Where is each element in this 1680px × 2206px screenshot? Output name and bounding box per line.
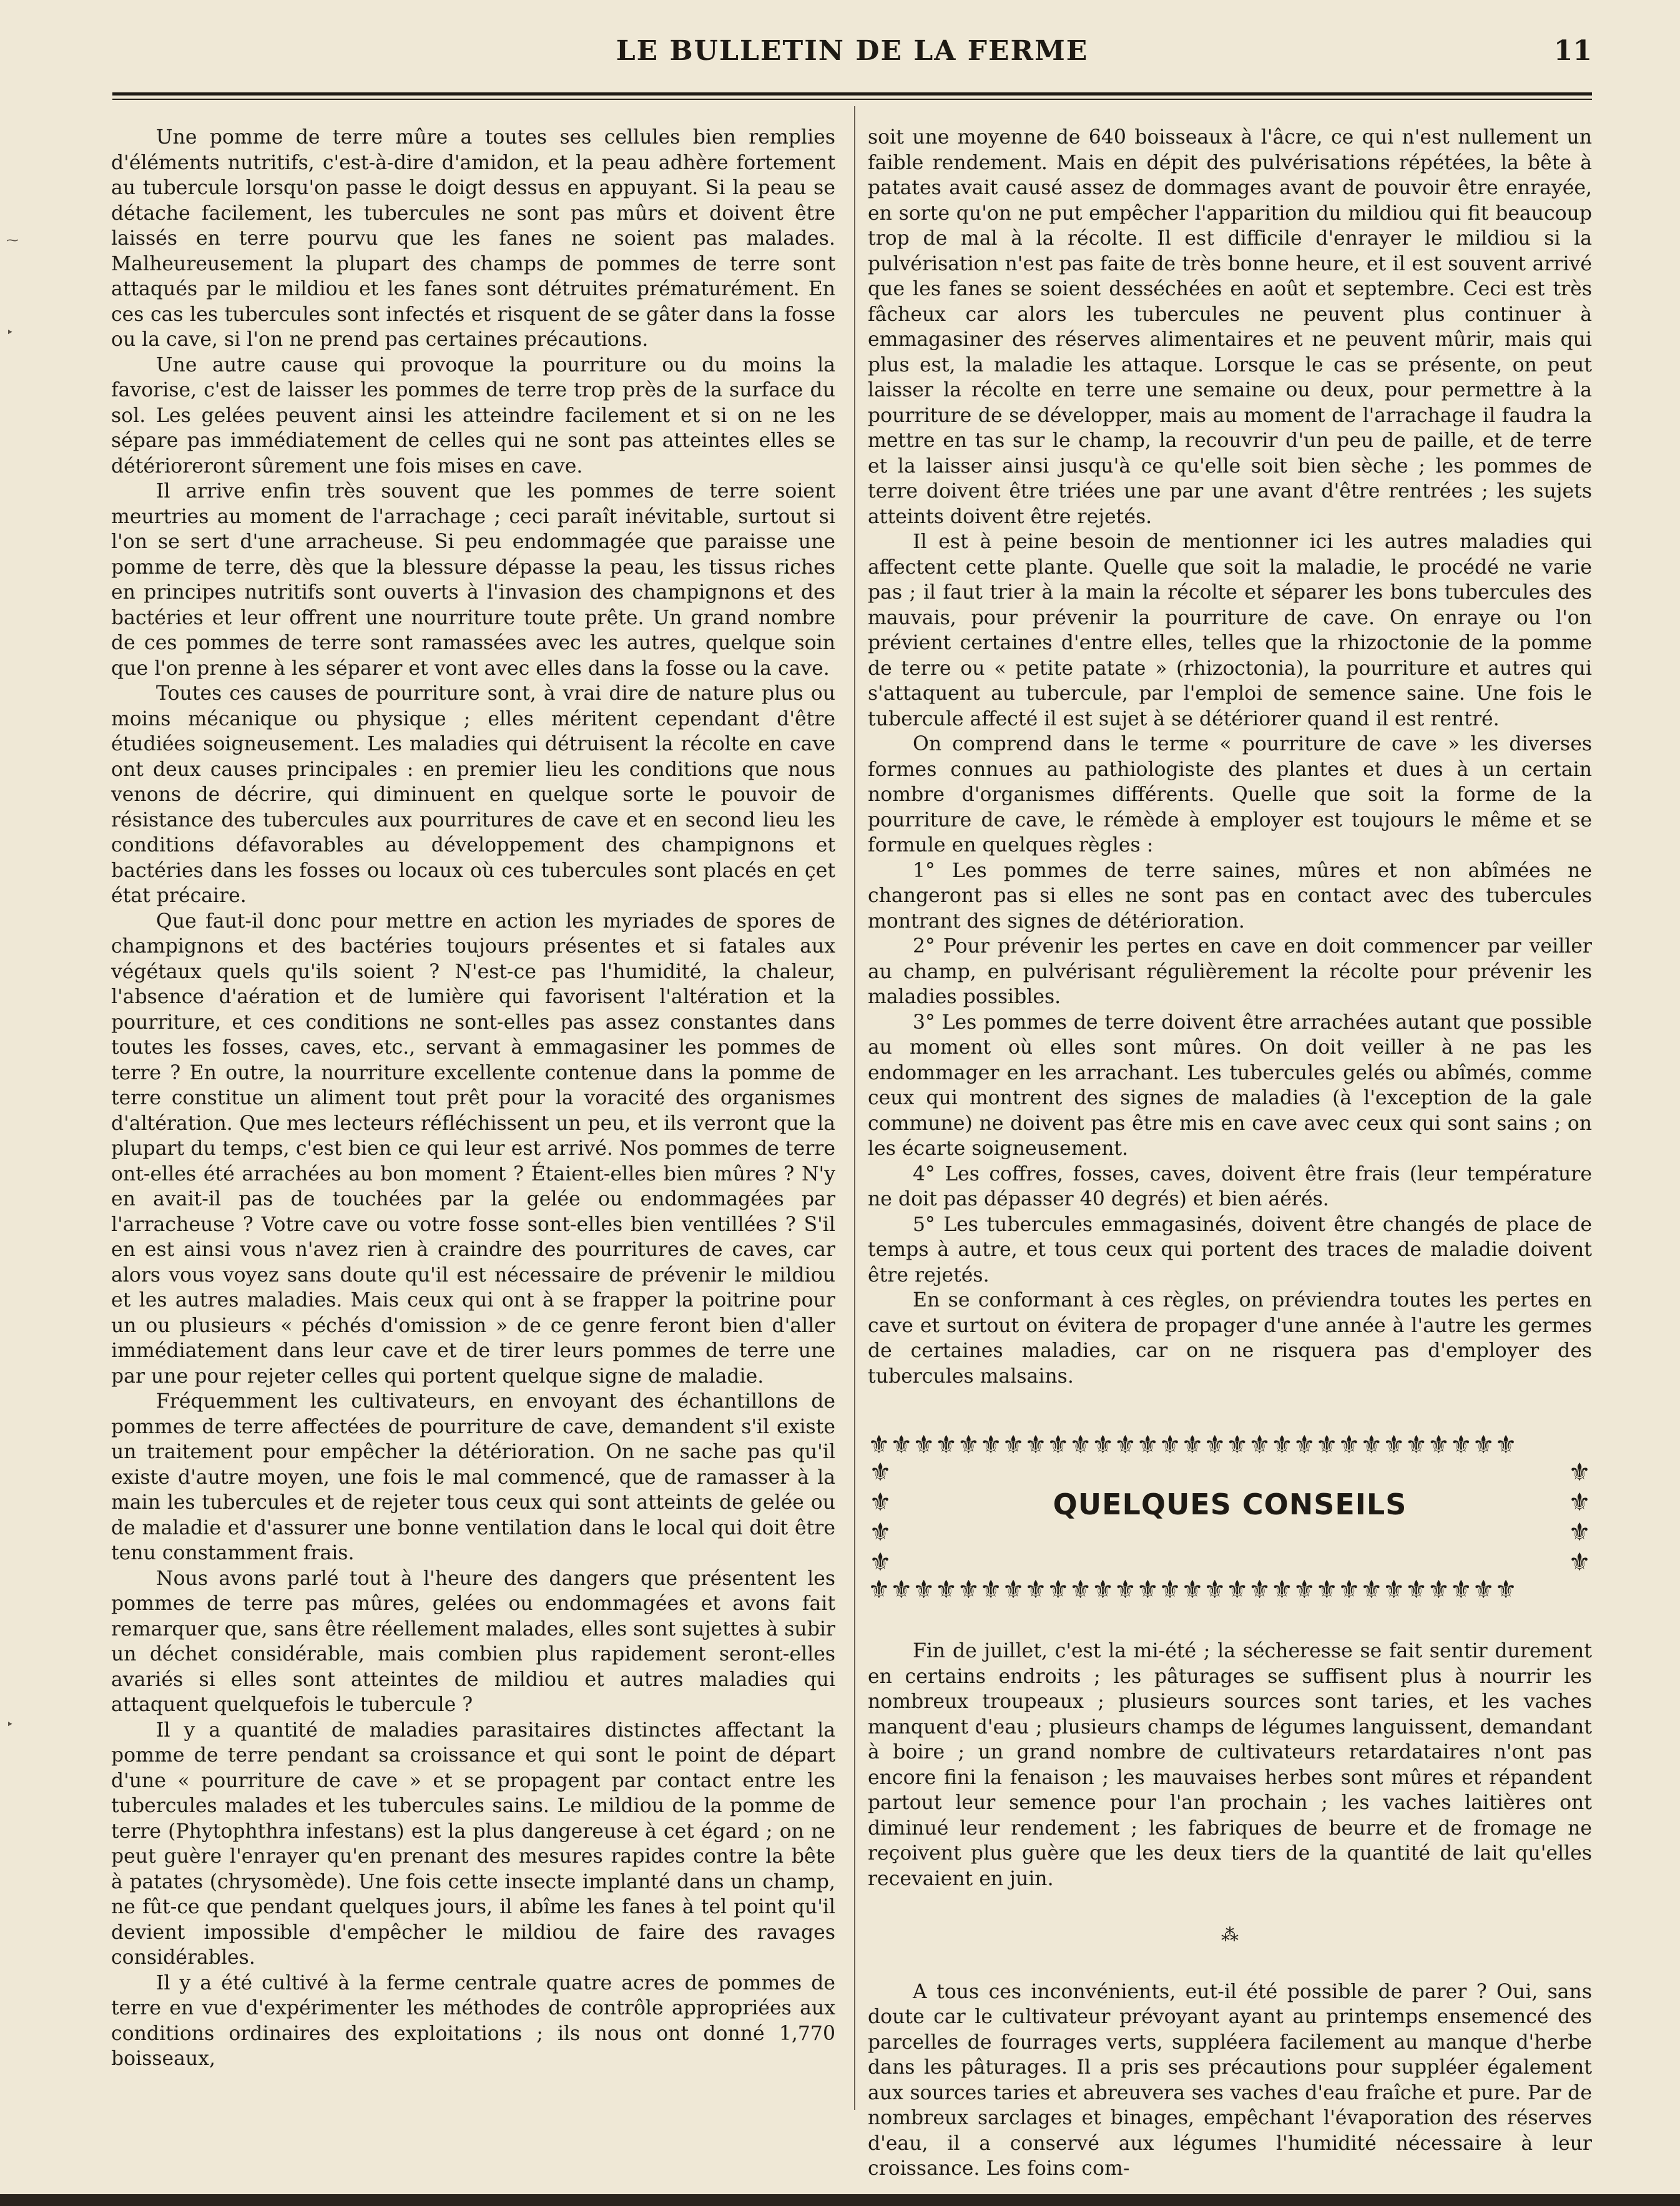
section-title: QUELQUES CONSEILS [1053, 1488, 1407, 1521]
fleur-de-lis-border-bottom: ⚜⚜⚜⚜⚜⚜⚜⚜⚜⚜⚜⚜⚜⚜⚜⚜⚜⚜⚜⚜⚜⚜⚜⚜⚜⚜⚜⚜⚜ [868, 1577, 1517, 1602]
paragraph: Il y a été cultivé à la ferme centrale quatre acres de pommes de terre en vue d'expérimenter les méthodes de contrôle appropriées aux conditions ordinaires des exploitations ; ils nous ont donné 1,770 boisseaux, [111, 1971, 835, 2070]
page-number: 11 [1553, 35, 1592, 67]
paragraph: Toutes ces causes de pourriture sont, à vrai dire de nature plus ou moins mécanique ou physique ; elles méritent cependant d'être étudiées soigneusement. Les maladies qui détruisent la récolte en cave ont deux causes principales : en premier lieu les conditions que nous venons de décrire, qui diminuent en quelque sorte le pouvoir de résistance des tubercules aux pourritures de cave et en second lieu les conditions défavorables au développement des champignons et bactéries dans les fosses ou locaux où ces tubercules sont placés en çet état précaire. [111, 682, 835, 907]
paragraph: On comprend dans le terme « pourriture de cave » les diverses formes connues au pathiologiste des plantes et dues à un certain nombre d'organismes différents. Quelle que soit la forme de la pourriture de cave, le rémède à employer est toujours le même et se formule en quelques règles : [868, 733, 1592, 856]
rule-4: 4° Les coffres, fosses, caves, doivent être frais (leur température ne doit pas dépasser 40 degrés) et bien aérés. [868, 1162, 1592, 1210]
page-bottom-edge [0, 2194, 1680, 2206]
section-separator: ⁂ [1221, 1924, 1239, 1945]
paragraph: Une pomme de terre mûre a toutes ses cellules bien remplies d'éléments nutritifs, c'est-à-dire d'amidon, et la peau adhère fortement au tubercule lorsqu'on passe le doigt dessus en appuyant. Si la peau se détache facilement, les tubercules ne sont pas mûrs et doivent être laissés en terre pourvu que les fanes ne soient pas malades. Malheureusement la plupart des champs de pommes de terre sont attaqués par le mildiou et les fanes sont détruites prématurément. En ces cas les tubercules sont infectés et risquent de se gâter dans la fosse ou la cave, si l'on ne prend pas certaines précautions. [111, 126, 835, 351]
paragraph: En se conformant à ces règles, on préviendra toutes les pertes en cave et surtout on évitera de propager d'une année à l'autre les germes de certaines maladies, car on ne risquera pas d'employer des tubercules malsains. [868, 1289, 1592, 1388]
section-title-box [868, 1433, 1592, 1602]
publication-title: LE BULLETIN DE LA FERME [616, 35, 1089, 67]
margin-mark: ‣ [6, 1717, 14, 1732]
paragraph: Fréquemment les cultivateurs, en envoyant des échantillons de pommes de terre affectées de pourriture de cave, demandent s'il existe un traitement pour empêcher la détérioration. On ne sache pas qu'il existe d'autre moyen, une fois le mal commencé, que de ramasser à la main les tubercules et de rejeter tous ceux qui sont atteints de gelée ou de maladie et d'assurer une bonne ventilation dans le local qui doit être tenu constamment frais. [111, 1390, 835, 1564]
paragraph: Que faut-il donc pour mettre en action les myriades de spores de champignons et des bactéries toujours présentes et si fatales aux végétaux quels qu'ils soient ? N'est-ce pas l'humidité, la chaleur, l'absence d'aération et de lumière qui favorisent l'altération et la pourriture, et ces conditions ne sont-elles pas assez constantes dans toutes les fosses, caves, etc., servant à emmagasiner les pommes de terre ? En outre, la nourriture excellente contenue dans la pomme de terre constitue un aliment tout prêt pour la voracité des organismes d'altération. Que mes lecteurs réfléchissent un peu, et ils verront que la plupart du temps, c'est bien ce qui leur est arrivé. Nos pommes de terre ont-elles été arrachées au bon moment ? Étaient-elles bien mûres ? N'y en avait-il pas de touchées par la gelée ou endommagées par l'arracheuse ? Votre cave ou votre fosse sont-elles bien ventillées ? S'il en est ainsi vous n'avez rien à craindre des pourritures de caves, car alors vous voyez sans doute qu'il est nécessaire de prévenir le mildiou et les autres maladies. Mais ceux qui ont à se frapper la poitrine pour un ou plusieurs « péchés d'omission » de ce genre feront bien d'aller immédiatement dans leur cave et de tirer leurs pommes de terre une par une pour rejeter celles qui portent quelque signe de maladie. [111, 909, 835, 1388]
rule-1: 1° Les pommes de terre saines, mûres et non abîmées ne changeront pas si elles ne sont pas en contact avec des tubercules montrant des signes de détérioration. [868, 859, 1592, 933]
paragraph: Fin de juillet, c'est la mi-été ; la sécheresse se fait sentir durement en certains endroits ; les pâturages se suffisent plus à nourrir les nombreux troupeaux ; plusieurs sources sont taries, et les vaches manquent d'eau ; plusieurs champs de légumes languissent, demandant à boire ; un grand nombre de cultivateurs retardataires n'ont pas encore fini la fenaison ; les mauvaises herbes sont mûres et répandent partout leur semence pour l'an prochain ; les vaches laitières ont diminué leur rendement ; les fabriques de beurre et de fromage ne reçoivent plus guère que les deux tiers de la quantité de lait qu'elles recevaient en juin. [868, 1640, 1592, 1890]
left-column [111, 125, 835, 2072]
column-divider [854, 106, 855, 2110]
right-column [868, 125, 1592, 2182]
margin-mark: ⁓ [6, 232, 19, 247]
section-body [868, 1639, 1592, 2182]
margin-mark: ‣ [6, 325, 14, 340]
paragraph: Nous avons parlé tout à l'heure des dangers que présentent les pommes de terre pas mûres, gelées ou endommagées et avons fait remarquer que, sans être réellement malades, elles sont sujettes à subir un déchet considérable, mais combien plus rapidement seront-elles avariés si elles sont atteintes de mildiou et autres maladies qui attaquent quelquefois le tubercule ? [111, 1567, 835, 1716]
fleur-de-lis-border-top: ⚜⚜⚜⚜⚜⚜⚜⚜⚜⚜⚜⚜⚜⚜⚜⚜⚜⚜⚜⚜⚜⚜⚜⚜⚜⚜⚜⚜⚜ [868, 1433, 1517, 1458]
paragraph: Il y a quantité de maladies parasitaires distinctes affectant la pomme de terre pendant sa croissance et qui sont le point de départ d'une « pourriture de cave » et se propagent par contact entre les tubercules malades et les tubercules sains. Le mildiou de la pomme de terre (Phytophthra infestans) est la plus dangereuse à cet égard ; on ne peut guère l'enrayer qu'en prenant des mesures rapides contre la bête à patates (chrysomède). Une fois cette insecte implanté dans un champ, ne fût-ce que pendant quelques jours, il abîme les fanes à tel point qu'il devient impossible d'empêcher le mildiou de faire des ravages considérables. [111, 1718, 835, 1969]
page-header [112, 31, 1592, 75]
paragraph: soit une moyenne de 640 boisseaux à l'âcre, ce qui n'est nullement un faible rendement. Mais en dépit des pulvérisations répétées, la bête à patates avait causé assez de dommages avant de pouvoir être enrayée, en sorte qu'on ne put empêcher l'apparition du mildiou qui fit beaucoup trop de mal à la récolte. Il est difficile d'enrayer le mildiou si la pulvérisation n'est pas faite de très bonne heure, et il est souvent arrivé que les fanes se soient desséchées en août et septembre. Ceci est très fâcheux car alors les tubercules ne peuvent plus continuer à emmagasiner des réserves alimentaires et ne peuvent mûrir, mais qui plus est, la maladie les attaque. Lorsque le cas se présente, on peut laisser la récolte en terre une semaine ou deux, pour permettre à la pourriture de se développer, mais au moment de l'arrachage il faudra la mettre en tas sur le champ, la recouvrir d'un peu de paille, et de terre et la laisser ainsi jusqu'à ce qu'elle soit bien sèche ; les pommes de terre doivent être triées une par une avant d'être rentrées ; les sujets atteints doivent être rejetés. [868, 126, 1592, 528]
rule-3: 3° Les pommes de terre doivent être arrachées autant que possible au moment où elles sont mûres. On doit veiller à ne pas les endommager en les arrachant. Les tubercules gelés ou abîmés, comme ceux qui montrent des signes de maladies (à l'exception de la gale commune) ne doivent pas être mis en cave avec ceux qui sont sains ; on les écarte soigneusement. [868, 1011, 1592, 1160]
header-rule-thin [112, 99, 1592, 100]
paragraph: A tous ces inconvénients, eut-il été possible de parer ? Oui, sans doute car le cultivateur prévoyant ayant au printemps ensemencé des parcelles de fourrages verts, suppléera facilement au manque d'herbe dans les pâturages. Il a pris ses précautions pour suppléer également aux sources taries et abreuvera ses vaches d'eau fraîche et pure. Par de nombreux sarclages et binages, empêchant l'évaporation des réserves d'eau, il a conservé aux légumes l'humidité nécessaire à leur croissance. Les foins com- [868, 1980, 1592, 2180]
fleur-de-lis-border-left: ⚜ ⚜ ⚜ ⚜ [869, 1458, 892, 1577]
paragraph: Une autre cause qui provoque la pourriture ou du moins la favorise, c'est de laisser les pommes de terre trop près de la surface du sol. Les gelées peuvent ainsi les atteindre facilement et si on ne les sépare pas immédiatement de celles qui ne sont pas atteintes elles se détérioreront sûrement une fois mises en cave. [111, 353, 835, 478]
article-continuation [868, 125, 1592, 1389]
rule-5: 5° Les tubercules emmagasinés, doivent être changés de place de temps à autre, et tous ceux qui portent des traces de maladie doivent être rejetés. [868, 1213, 1592, 1287]
rule-2: 2° Pour prévenir les pertes en cave en doit commencer par veiller au champ, en pulvérisant régulièrement la récolte pour prévenir les maladies possibles. [868, 935, 1592, 1008]
paragraph: Il est à peine besoin de mentionner ici les autres maladies qui affectent cette plante. Quelle que soit la maladie, le procédé ne varie pas ; il faut trier à la main la récolte et séparer les bons tubercules des mauvais, pour prévenir la pourriture de cave. On enraye ou l'on prévient certaines d'entre elles, telles que la rhizoctonie de la pomme de terre ou « petite patate » (rhizoctonia), la pourriture et autres qui s'attaquent au tubercule, par l'emploi de semence saine. Une fois le tubercule affecté il est sujet à se détériorer quand il est rentré. [868, 531, 1592, 730]
fleur-de-lis-border-right: ⚜ ⚜ ⚜ ⚜ [1568, 1458, 1591, 1577]
header-rule-thick [112, 92, 1592, 96]
paragraph: Il arrive enfin très souvent que les pommes de terre soient meurtries au moment de l'arrachage ; ceci paraît inévitable, surtout si l'on se sert d'une arracheuse. Si peu endommagée que paraisse une pomme de terre, dès que la blessure dépasse la peau, les tissus riches en principes nutritifs sont ouverts à l'invasion des champignons et des bactéries et leur offrent une nourriture toute prête. Un grand nombre de ces pommes de terre sont ramassées avec les autres, quelque soin que l'on prenne à les séparer et vont avec elles dans la fosse ou la cave. [111, 480, 835, 680]
